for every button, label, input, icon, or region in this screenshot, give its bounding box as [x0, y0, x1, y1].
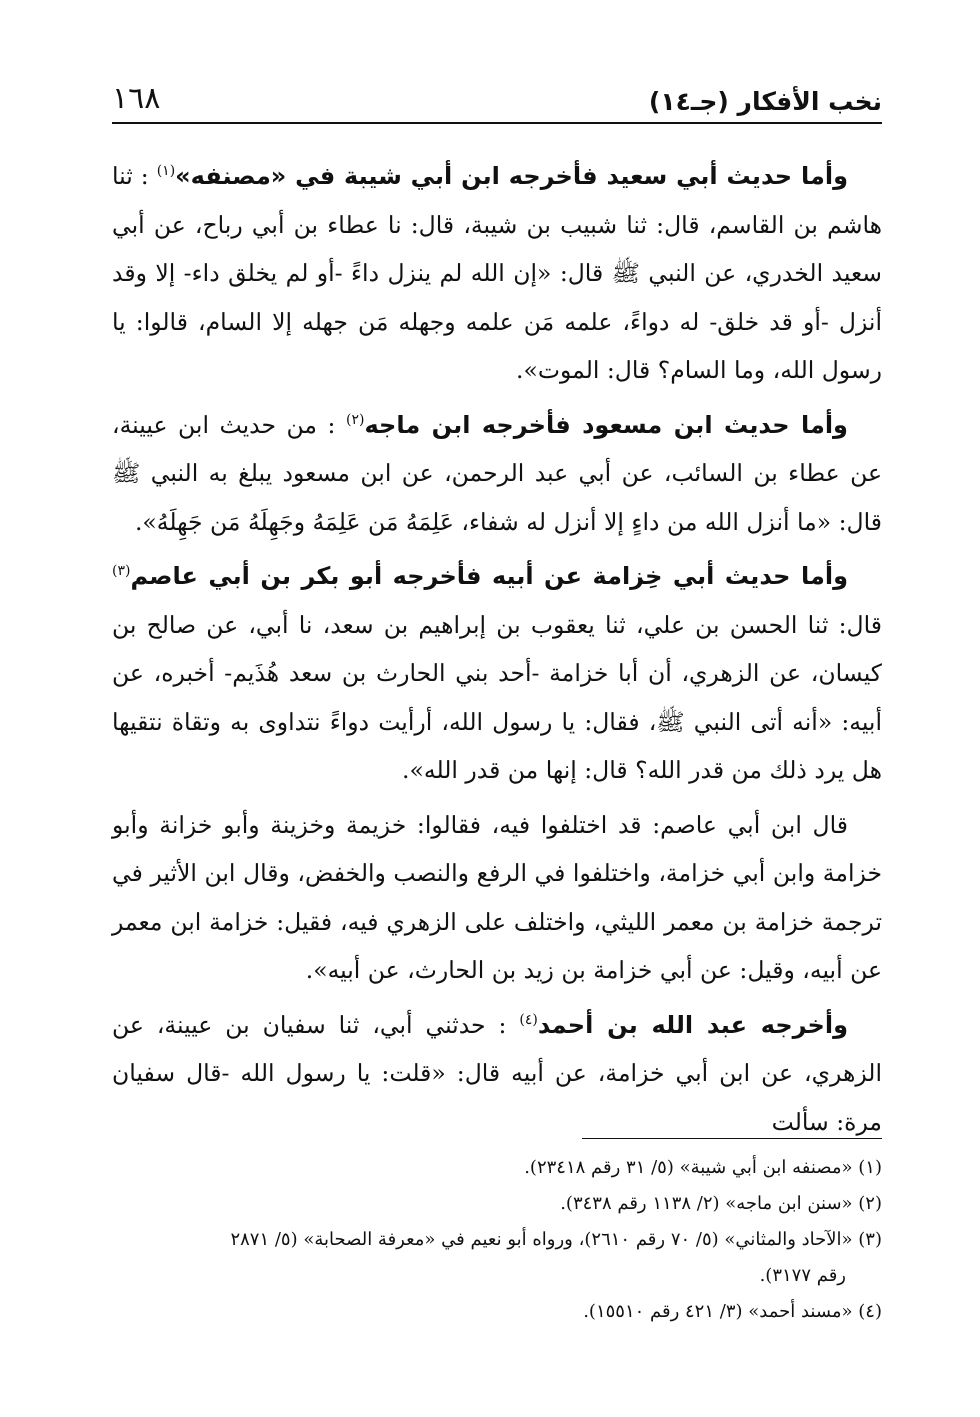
paragraph-3 — [112, 552, 882, 795]
footnote-3: (٣) «الآحاد والمثاني» (٥/ ٧٠ رقم ٢٦١٠)، ورواه أبو نعيم في «معرفة الصحابة» (٥/ ٢٨٧١ — [230, 1229, 882, 1250]
paragraph-text: : حدثني أبي، ثنا سفيان بن عيينة، عن الزهري، عن ابن أبي خزامة، عن أبيه قال: «قلت: يا رسول الله -قال سفيان مرة: سألت — [112, 1010, 882, 1136]
footnote-ref: (٢) — [346, 411, 365, 428]
page-number: ١٦٨ — [112, 81, 161, 116]
paragraph-1 — [112, 152, 882, 395]
footnote-2: (٢) «سنن ابن ماجه» (٢/ ١١٣٨ رقم ٣٤٣٨). — [560, 1193, 882, 1214]
running-title: نخب الأفكار (جـ١٤) — [648, 87, 882, 116]
footnote-3-continued: رقم ٣١٧٧). — [759, 1265, 846, 1286]
footnote-1: (١) «مصنفه ابن أبي شيبة» (٥/ ٣١ رقم ٢٣٤١٨). — [524, 1157, 882, 1178]
paragraph-5 — [112, 1001, 882, 1147]
paragraph-lead: وأخرجه عبد الله بن أحمد — [537, 1010, 848, 1039]
paragraph-lead: وأما حديث أبي سعيد فأخرجه ابن أبي شيبة في «مصنفه» — [175, 162, 848, 190]
footnote-ref: (٤) — [519, 1011, 538, 1028]
paragraph-text: : من حديث ابن عيينة، عن عطاء بن السائب، عن أبي عبد الرحمن، عن ابن مسعود يبلغ به النبي ﷺ قال: «ما أنزل الله من داءٍ إلا أنزل له شفاء، عَلِمَهُ مَن عَلِمَهُ وجَهِلَهُ مَن جَهِلَهُ». — [112, 410, 882, 536]
paragraph-text: قال: ثنا الحسن بن علي، ثنا يعقوب بن إبراهيم بن سعد، نا أبي، عن صالح بن كيسان، عن الزهري، أن أبا خزامة -أحد بني الحارث بن سعد هُذَيم- أخبره، عن أبيه: «أنه أتى النبي ﷺ، فقال: يا رسول الله، أرأيت دواءً نتداوى به وتقاة نتقيها هل يرد ذلك من قدر الله؟ قال: إنها من قدر الله». — [112, 610, 882, 784]
main-text — [112, 152, 882, 1152]
page-header — [112, 76, 882, 124]
paragraph-lead: وأما حديث أبي خِزامة عن أبيه فأخرجه أبو بكر بن أبي عاصم — [130, 562, 848, 590]
paragraph-4 — [112, 801, 882, 995]
paragraph-lead: وأما حديث ابن مسعود فأخرجه ابن ماجه — [364, 410, 848, 439]
footnotes — [112, 1150, 882, 1330]
footnote-4: (٤) «مسند أحمد» (٣/ ٤٢١ رقم ١٥٥١٠). — [583, 1301, 882, 1322]
paragraph-text: قال ابن أبي عاصم: قد اختلفوا فيه، فقالوا: خزيمة وخزينة وأبو خزانة وأبو خزامة وابن أبي خزامة، واختلفوا في الرفع والنصب والخفض، وقال ابن الأثير في ترجمة خزامة بن معمر الليثي، واختلف على الزهري فيه، فقيل: خزامة ابن معمر عن أبيه، وقيل: عن أبي خزامة بن زيد بن الحارث، عن أبيه». — [112, 810, 882, 984]
paragraph-2 — [112, 401, 882, 547]
footnote-ref: (٣) — [112, 563, 131, 580]
footnote-ref: (١) — [156, 163, 176, 180]
paragraph-text: : ثنا هاشم بن القاسم، قال: ثنا شبيب بن شيبة، قال: نا عطاء بن أبي رباح، عن أبي سعيد الخدري، عن النبي ﷺ قال: «إن الله لم ينزل داءً -أو لم يخلق داء- إلا وقد أنزل -أو قد خلق- له دواءً، علمه مَن علمه وجهله مَن جهله إلا السام، قالوا: يا رسول الله، وما السام؟ قال: الموت». — [112, 162, 882, 384]
footnote-divider — [582, 1138, 882, 1139]
